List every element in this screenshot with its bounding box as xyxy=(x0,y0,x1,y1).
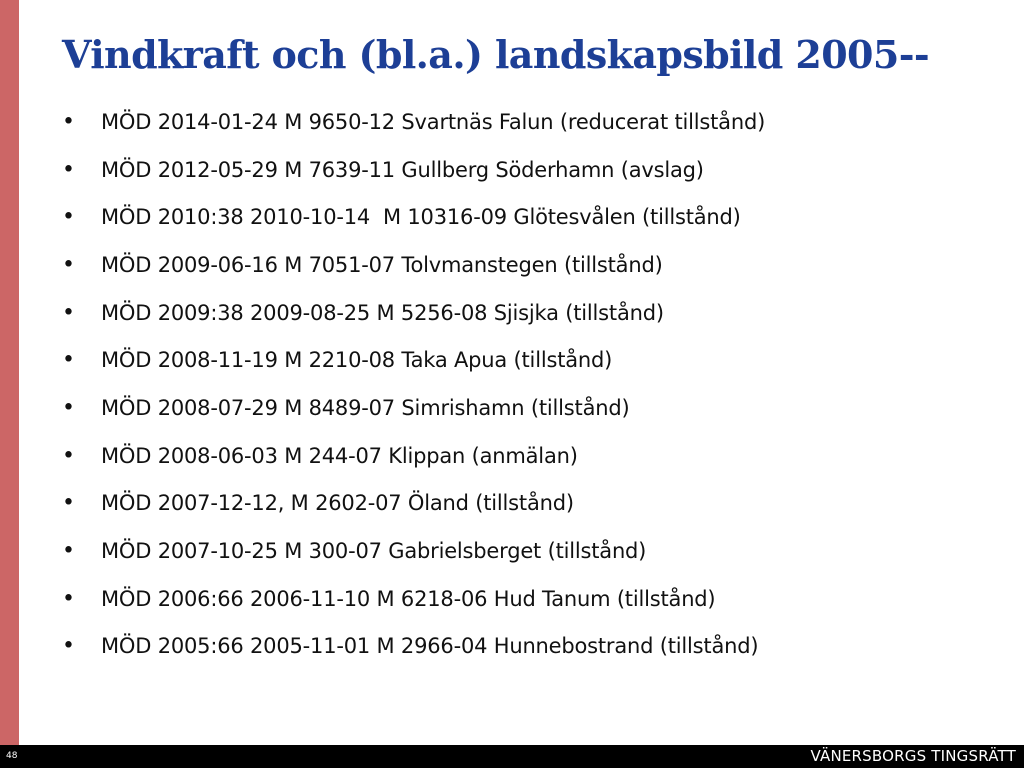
bullet-marker: • xyxy=(62,490,75,516)
bullet-marker: • xyxy=(62,300,75,326)
page-number: 48 xyxy=(6,751,18,761)
bullet-text: MÖD 2010:38 2010-10-14 M 10316-09 Glötesvålen (tillstånd) xyxy=(101,205,741,230)
bullet-text: MÖD 2009:38 2009-08-25 M 5256-08 Sjisjka (tillstånd) xyxy=(101,300,664,325)
slide-title: Vindkraft och (bl.a.) landskapsbild 2005-- xyxy=(62,32,930,77)
bullet-text: MÖD 2008-11-19 M 2210-08 Taka Apua (tillstånd) xyxy=(101,348,613,373)
bullet-marker: • xyxy=(62,443,75,469)
bullet-marker: • xyxy=(62,538,75,564)
bullet-marker: • xyxy=(62,157,75,183)
bullet-marker: • xyxy=(62,204,75,230)
footer-bar xyxy=(0,745,1024,768)
bullet-marker: • xyxy=(62,109,75,135)
bullet-marker: • xyxy=(62,252,75,278)
bullet-text: MÖD 2006:66 2006-11-10 M 6218-06 Hud Tanum (tillstånd) xyxy=(101,586,716,611)
bullet-text: MÖD 2007-12-12, M 2602-07 Öland (tillstånd) xyxy=(101,491,574,516)
bullet-text: MÖD 2008-07-29 M 8489-07 Simrishamn (tillstånd) xyxy=(101,395,630,420)
bullet-marker: • xyxy=(62,395,75,421)
bullet-text: MÖD 2009-06-16 M 7051-07 Tolvmanstegen (tillstånd) xyxy=(101,252,663,277)
left-accent-bar xyxy=(0,0,19,745)
bullet-marker: • xyxy=(62,586,75,612)
bullet-marker: • xyxy=(62,633,75,659)
court-name: VÄNERSBORGS TINGSRÄTT xyxy=(810,747,1016,765)
bullet-text: MÖD 2007-10-25 M 300-07 Gabrielsberget (tillstånd) xyxy=(101,539,647,564)
bullet-marker: • xyxy=(62,347,75,373)
bullet-text: MÖD 2005:66 2005-11-01 M 2966-04 Hunnebostrand (tillstånd) xyxy=(101,634,759,659)
bullet-text: MÖD 2008-06-03 M 244-07 Klippan (anmälan) xyxy=(101,443,578,468)
bullet-text: MÖD 2012-05-29 M 7639-11 Gullberg Söderhamn (avslag) xyxy=(101,157,704,182)
bullet-text: MÖD 2014-01-24 M 9650-12 Svartnäs Falun (reducerat tillstånd) xyxy=(101,109,766,134)
